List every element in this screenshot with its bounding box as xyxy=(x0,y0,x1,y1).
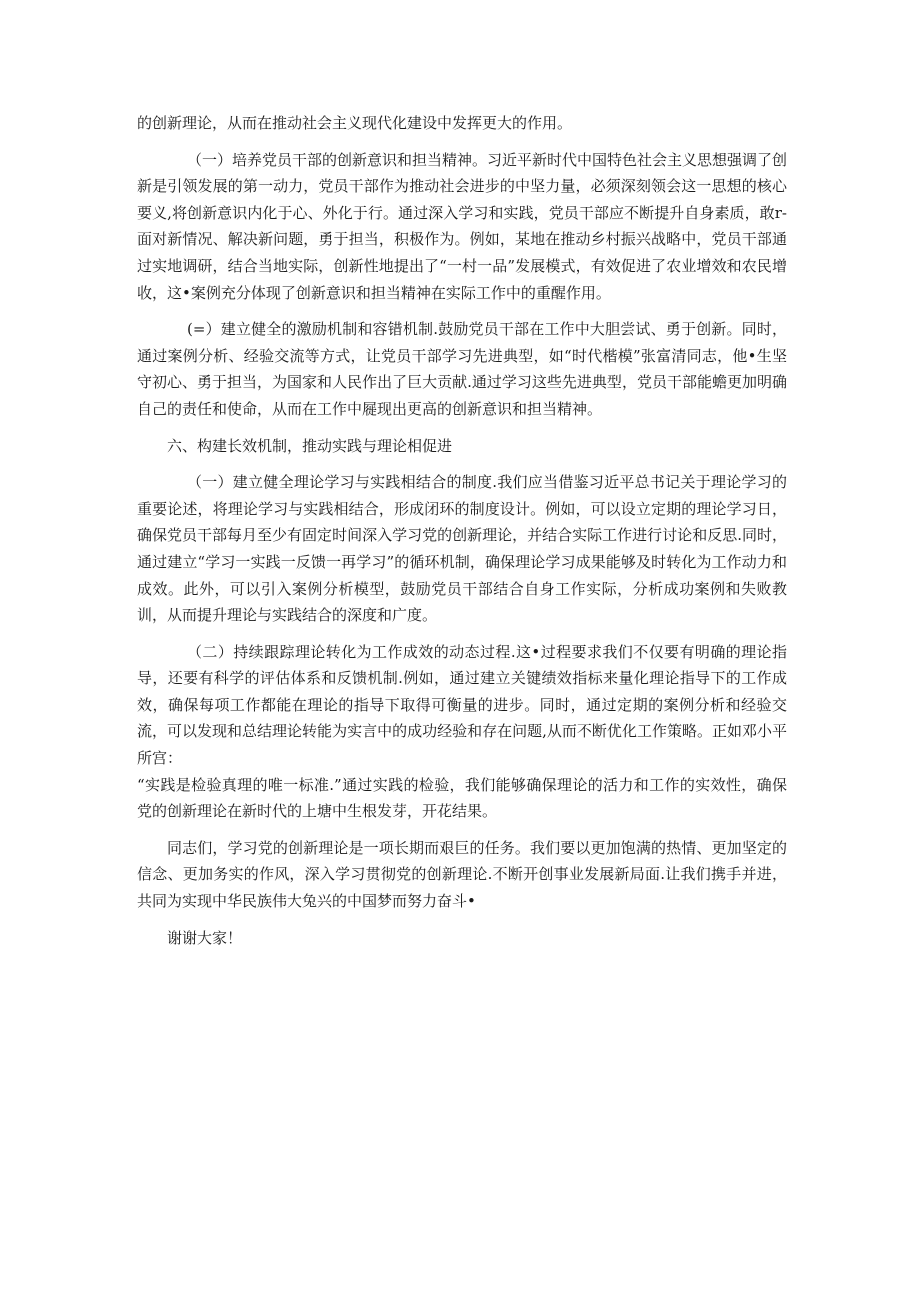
paragraph-innovation-awareness: （一）培养党员干部的创新意识和担当精神。习近平新时代中国特色社会主义思想强调了创新是引领发展的第一动力，党员干部作为推动社会进步的中坚力量，必须深刻领会这一思想的核心要义,将创新意识内化于心、外化于行。通过深入学习和实践，党员干部应不断提升自身素质，敢r-面对新情况、解决新问题，勇于担当，积极作为。例如，某地在推动乡村振兴战略中，党员干部通过实地调研，结合当地实际，创新性地提出了“一村一品”发展模式，有效促进了农业增效和农民增收，这•案例充分体现了创新意识和担当精神在实际工作中的重醒作用。 xyxy=(137,150,788,302)
paragraph-study-practice-system: （一）建立健全理论学习与实践相结合的制度.我们应当借鉴习近平总书记关于理论学习的重要论述，将理论学习与实践相结合，形成闭环的制度设计。例如，可以设立定期的理论学习日，确保党员干部每月至少有固定时间深入学习党的创新理论，并结合实际工作进行讨论和反思.同时，通过建立“学习一实践一反馈一再学习”的循环机制，确保理论学习成果能够及时转化为工作动力和成效。此外，可以引入案例分析模型，鼓励党员干部结合自身工作实际，分析成功案例和失败教训，从而提升理论与实践结合的深度和广度。 xyxy=(137,473,787,625)
document-page xyxy=(137,110,787,951)
section-heading-six: 六、构建长效机制，推动实践与理论相促进 xyxy=(167,436,453,455)
paragraph-thanks: 谢谢大家！ xyxy=(167,928,243,947)
paragraph-incentive-mechanism: (=）建立健全的激励机制和容错机制.鼓励党员干部在工作中大胆尝试、勇于创新。同时，通过案例分析、经验交流等方式，让党员干部学习先进典型，如“时代楷模”张富清同志，他•生坚守初心、勇于担当，为国家和人民作出了巨大贡献.通过学习这些先进典型，党员干部能蟾更加明确自己的责任和使命，从而在工作中屣现出更高的创新意识和担当精神。 xyxy=(137,320,787,418)
paragraph-tracking-process: （二）持续跟踪理论转化为工作成效的动态过程.这•过程要求我们不仅要有明确的理论指导，还要有科学的评估体系和反馈机制.例如，通过建立关键绩效指标来量化理论指导下的工作成效，确保每项工作都能在理论的指导下取得可衡量的进步。同时，通过定期的案例分析和经验交流，可以发现和总结理论转能为实言中的成功经验和存在问题,从而不断优化工作策略。正如邓小平所宫： xyxy=(137,642,787,768)
paragraph-closing: 同志们，学习党的创新理论是一项长期而艰巨的任务。我们要以更加饱满的热情、更加坚定的信念、更加务实的作风，深入学习贯彻党的创新理论.不断开创事业发展新局面.让我们携手并进，共同为实现中华民族伟大兔兴的中国梦而努力奋斗• xyxy=(137,838,787,911)
paragraph-continuation: 的创新理论，从而在推动社会主义现代化建设中发挥更大的作用。 xyxy=(137,114,573,132)
paragraph-quote: “实践是检验真理的唯一标准.”通过实践的检验，我们能够确保理论的活力和工作的实效性，确保党的创新理论在新时代的上塘中生根发芽，开花结果。 xyxy=(137,775,787,821)
